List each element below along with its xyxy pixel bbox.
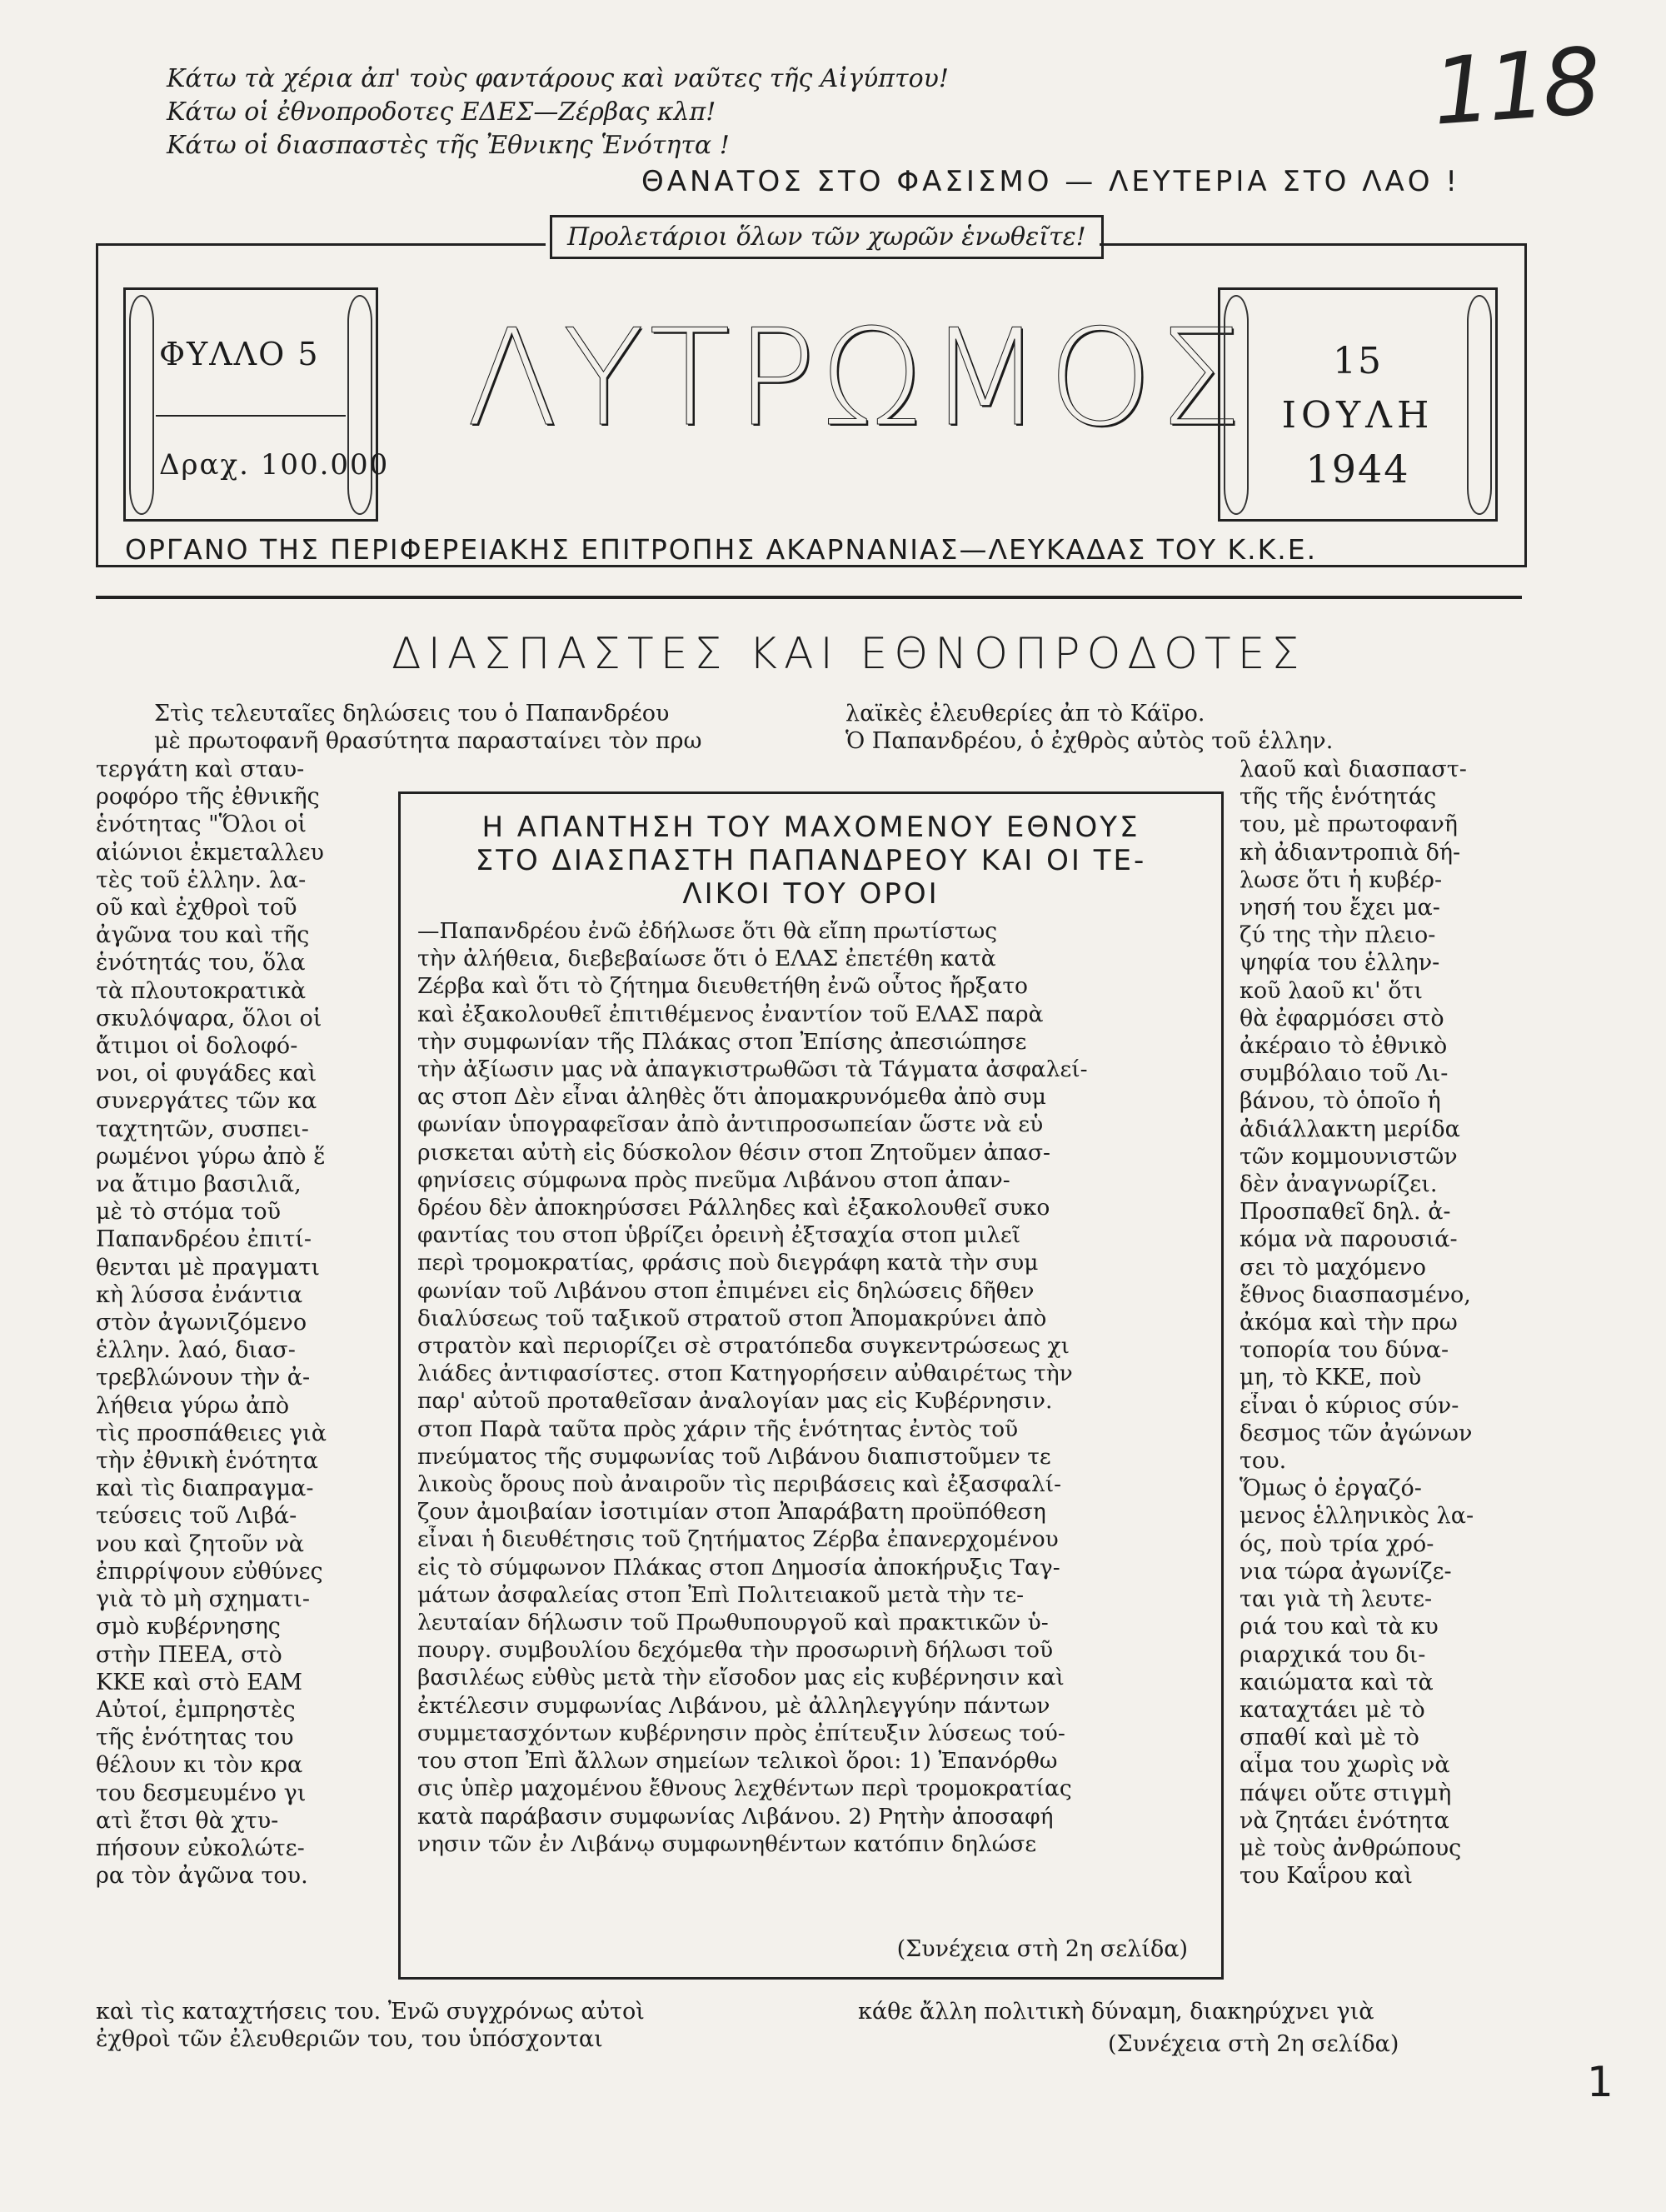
text-line: Ὁ Παπανδρέου, ὁ ἐχθρὸς αὐτὸς τοῦ ἑλλην. — [845, 728, 1334, 755]
boxed-article — [398, 791, 1224, 1980]
text-line: ταχτητῶν, συσπει- — [96, 1116, 309, 1142]
text-line: διαλύσεως τοῦ ταξικοῦ στρατοῦ στοπ Ἀπομακρύνει ἀπὸ — [417, 1305, 1047, 1331]
text-line: φηνίσεις σύμφωνα πρὸς πνεῦμα Λιβάνου στοπ ἀπαν- — [417, 1166, 1010, 1193]
text-line: ρισκεται αὐτὴ εἰς δύσκολον θέσιν στοπ Ζητοῦμεν ἀπασ- — [417, 1139, 1051, 1166]
text-line: ται γιὰ τὴ λευτε- — [1240, 1586, 1433, 1613]
text-line: τῶν κομμουνιστῶν — [1240, 1143, 1458, 1170]
text-line: λαοῦ καὶ διασπαστ- — [1240, 756, 1467, 782]
text-line: ἀγῶνα του καὶ τῆς — [96, 922, 310, 949]
text-line: Παπανδρέου ἐπιτί- — [96, 1226, 312, 1253]
text-line: θὰ ἐφαρμόσει στὸ — [1240, 1005, 1444, 1031]
text-line: τῆς τῆς ἑνότητάς — [1240, 784, 1437, 811]
text-line: μὲ τοὺς ἀνθρώπους — [1240, 1835, 1462, 1861]
text-line: του δεσμευμένο γι — [96, 1780, 307, 1806]
text-line: ἔθνος διασπασμένο, — [1240, 1281, 1471, 1308]
text-line: κατὰ παράβασιν συμφωνίας Λιβάνου. 2) Ρητὴν ἀποσαφή — [417, 1803, 1054, 1830]
text-line: μὲ πρωτοφανῆ θρασύτητα παρασταίνει τὸν πρω — [154, 728, 702, 755]
text-line: ας στοπ Δὲν εἶναι ἀληθὲς ὅτι ἀπομακρυνόμεθα ἀπὸ συμ — [417, 1084, 1047, 1111]
text-line: στρατὸν καὶ περιορίζει σὲ στρατόπεδα συγκεντρώσεως χι — [417, 1333, 1070, 1360]
text-line: δρέου δὲν ἀποκηρύσσει Ράλληδες καὶ ἐξακολουθεῖ συκο — [417, 1195, 1050, 1221]
text-line: λικοὺς ὅρους ποὺ ἀναιροῦν τὶς περιβάσεις καὶ ἐξασφαλί- — [417, 1471, 1062, 1498]
text-line: ἑνότητας "Ὅλοι οἱ — [96, 811, 307, 838]
text-line: νια τώρα ἀγωνίζε- — [1240, 1558, 1452, 1585]
text-line: Στὶς τελευταῖες δηλώσεις του ὁ Παπανδρέου — [154, 701, 670, 727]
text-line: τοπορία του δύνα- — [1240, 1337, 1449, 1364]
sheet-info-box — [123, 287, 390, 522]
motto: Προλετάριοι ὅλων τῶν χωρῶν ἑνωθεῖτε! — [550, 215, 1104, 259]
text-line: Προσπαθεῖ δηλ. ἀ- — [1240, 1199, 1451, 1226]
text-line: τὶς προσπάθειες γιὰ — [96, 1420, 327, 1446]
text-line: ἐπιρρίψουν εὐθύνες — [96, 1558, 323, 1585]
text-line: τὲς τοῦ ἑλλην. λα- — [96, 866, 307, 893]
text-line: καὶ τὶς καταχτήσεις του. Ἐνῶ συγχρόνως αὐτοὶ — [96, 1999, 645, 2025]
title-line: Η ΑΠΑΝΤΗΣΗ ΤΟΥ ΜΑΧΟΜΕΝΟΥ ΕΘΝΟΥΣ — [481, 811, 1140, 844]
text-line: ἀκέραιο τὸ ἐθνικὸ — [1240, 1033, 1448, 1060]
date-year: 1944 — [1305, 447, 1410, 492]
text-line: τὴν συμφωνίαν τῆς Πλάκας στοπ Ἐπίσης ἀπεσιώπησε — [417, 1028, 1027, 1055]
text-line: Ζέρβα καὶ ὅτι τὸ ζήτημα διευθετήθη ἐνῶ οὗτος ἤρξατο — [417, 973, 1028, 1000]
text-line: καὶ ἐξακολουθεῖ ἐπιτιθέμενος ἐναντίον τοῦ ΕΛΑΣ παρὰ — [417, 1001, 1044, 1027]
text-line: καταχτάει μὲ τὸ — [1240, 1696, 1425, 1723]
title-line: ΣΤΟ ΔΙΑΣΠΑΣΤΗ ΠΑΠΑΝΔΡΕΟΥ ΚΑΙ ΟΙ ΤΕ- — [475, 844, 1147, 877]
text-line: τὴν ἀλήθεια, διεβεβαίωσε ὅτι ὁ ΕΛΑΣ ἐπετέθη κατὰ — [417, 946, 996, 972]
text-line: πνεύματος τῆς συμφωνίας τοῦ Λιβάνου διαπιστοῦμεν τε — [417, 1443, 1051, 1470]
article-continued: (Συνέχεια στὴ 2η σελίδα) — [1108, 2031, 1399, 2057]
text-line: νὰ ζητάει ἑνότητα — [1240, 1807, 1449, 1834]
text-line: τρεβλώνουν τὴν ἀ- — [96, 1365, 311, 1391]
text-line: βασιλέως εὐθὺς μετὰ τὴν εἴσοδον μας εἰς κυβέρνησιν καὶ — [417, 1665, 1065, 1691]
text-line: ἐκτέλεσιν συμφωνίας Λιβάνου, μὲ ἀλληλεγγύην πάντων — [417, 1692, 1050, 1719]
text-line: νου καὶ ζητοῦν νὰ — [96, 1530, 305, 1557]
text-line: τῆς ἑνότητας του — [96, 1725, 294, 1751]
masthead-bottom-rule — [96, 596, 1522, 599]
masthead-top-rule-right — [1100, 243, 1524, 246]
text-line: νοι, οἱ φυγάδες καὶ — [96, 1061, 317, 1087]
intro-left — [154, 700, 804, 755]
text-line: ροφόρο τῆς ἐθνικῆς — [96, 784, 320, 811]
boxed-article-body — [417, 917, 1205, 1858]
text-line: νησή του ἔχει μα- — [1240, 895, 1440, 921]
text-line: εἰς τὸ σύμφωνον Πλάκας στοπ Δημοσία ἀποκήρυξις Ταγ- — [417, 1554, 1060, 1580]
date-day: 15 — [1333, 340, 1383, 382]
text-line: του Καΐρου καὶ — [1240, 1863, 1413, 1890]
text-line: κοῦ λαοῦ κι' ὅτι — [1240, 977, 1423, 1004]
text-line: κὴ λύσσα ἐνάντια — [96, 1281, 303, 1308]
left-ornament — [347, 295, 372, 515]
slogan-3: Κάτω οἱ διασπαστὲς τῆς Ἐθνικης Ἑνότητα ! — [167, 131, 730, 160]
text-line: μὲ τὸ στόμα τοῦ — [96, 1199, 281, 1226]
text-line: βάνου, τὸ ὁποῖο ἡ — [1240, 1088, 1441, 1115]
text-line: ός, ποὺ τρία χρό- — [1240, 1530, 1434, 1557]
left-ornament — [129, 295, 154, 515]
text-line: περὶ τρομοκρατίας, φράσις ποὺ διεγράφη κατὰ τὴν συμ — [417, 1250, 1039, 1276]
text-line: τεύσεις τοῦ Λιβά- — [96, 1503, 297, 1530]
text-line: αἷμα του χωρὶς νὰ — [1240, 1752, 1450, 1779]
text-line: τεργάτη καὶ σταυ- — [96, 756, 305, 782]
text-line: πάψει οὔτε στιγμὴ — [1240, 1780, 1452, 1806]
text-line: ρα τὸν ἀγῶνα του. — [96, 1863, 308, 1890]
text-line: ριά του καὶ τὰ κυ — [1240, 1614, 1439, 1640]
text-line: Αὐτοί, ἐμπρηστὲς — [96, 1696, 296, 1723]
intro-right — [845, 700, 1512, 755]
text-line: σμὸ κυβέρνησης — [96, 1614, 281, 1640]
text-line: στοπ Παρὰ ταῦτα πρὸς χάριν τῆς ἑνότητας ἐντὸς τοῦ — [417, 1416, 1019, 1442]
text-line: τὴν ἐθνικὴ ἑνότητα — [96, 1448, 318, 1475]
text-line: εἶναι ἡ διευθέτησις τοῦ ζητήματος Ζέρβα ἐπανερχομένου — [417, 1526, 1059, 1553]
text-line: ρωμένοι γύρω ἀπὸ ἕ — [96, 1143, 326, 1170]
text-line: εἶναι ὁ κύριος σύν- — [1240, 1392, 1459, 1419]
price: Δραχ. 100.000 — [159, 448, 390, 482]
text-line: σκυλόψαρα, ὅλοι οἱ — [96, 1005, 322, 1031]
right-column — [1240, 756, 1514, 1890]
page-mark: 1 — [1587, 2058, 1614, 2106]
text-line: ζουν ἀμοιβαίαν ἰσοτιμίαν στοπ Ἀπαράβατη προϋπόθεση — [417, 1499, 1046, 1525]
text-line: συμμετασχόντων κυβέρνησιν πρὸς ἐπίτευξιν λύσεως τού- — [417, 1720, 1065, 1746]
boxed-article-title — [401, 811, 1221, 911]
text-line: θέλουν κι τὸν κρα — [96, 1752, 303, 1779]
text-line: συνεργάτες τῶν κα — [96, 1088, 317, 1115]
text-line: τὴν ἀξίωσιν μας νὰ ἀπαγκιστρωθῶσι τὰ Τάγματα ἀσφαλεί- — [417, 1056, 1088, 1083]
text-line: του, μὲ πρωτοφανῆ — [1240, 811, 1458, 838]
text-line: δεσμος τῶν ἀγώνων — [1240, 1420, 1473, 1446]
slogan-1: Κάτω τὰ χέρια ἀπ' τοὺς φαντάρους καὶ ναῦτες τῆς Αἰγύπτου! — [167, 64, 949, 93]
masthead-top-rule-left — [96, 243, 546, 246]
text-line: λήθεια γύρω ἀπὸ — [96, 1392, 290, 1419]
text-line: λωσε ὅτι ἡ κυβέρ- — [1240, 866, 1443, 893]
closing-left — [96, 1998, 762, 2053]
text-line: πήσουν εὐκολώτε- — [96, 1835, 305, 1861]
text-line: ἄτιμοι οἱ δολοφό- — [96, 1033, 298, 1060]
text-line: σπαθί καὶ μὲ τὸ — [1240, 1725, 1419, 1751]
text-line: μη, τὸ ΚΚΕ, ποὺ — [1240, 1365, 1422, 1391]
text-line: σει τὸ μαχόμενο — [1240, 1254, 1426, 1281]
text-line: ἐχθροὶ τῶν ἐλευθεριῶν του, του ὑπόσχονται — [96, 2026, 603, 2053]
text-line: του. — [1240, 1448, 1287, 1475]
title-line: ΛΙΚΟΙ ΤΟΥ ΟΡΟΙ — [682, 877, 940, 911]
text-line: λαϊκὲς ἐλευθερίες ἀπ τὸ Κάϊρο. — [845, 701, 1205, 727]
left-column — [96, 756, 369, 1890]
text-line: νησιν τῶν ἐν Λιβάνῳ συμφωνηθέντων κατόπιν δηλώσε — [417, 1830, 1037, 1857]
text-line: —Παπανδρέου ἐνῶ ἐδήλωσε ὅτι θὰ εἴπη πρωτίστως — [417, 918, 998, 944]
text-line: κόμα νὰ παρουσιά- — [1240, 1226, 1458, 1253]
date-month: ΙΟΥΛΗ — [1281, 394, 1434, 437]
text-line: μάτων ἀσφαλείας στοπ Ἐπὶ Πολιτειακοῦ μετὰ τὴν τε- — [417, 1581, 1025, 1608]
closing-right — [858, 1998, 1524, 2025]
text-line: τὰ πλουτοκρατικὰ — [96, 977, 307, 1004]
text-line: ἀδιάλλακτη μερίδα — [1240, 1116, 1460, 1142]
text-line: μενος ἑλληνικὸς λα- — [1240, 1503, 1474, 1530]
text-line: καὶ τὶς διαπραγμα- — [96, 1475, 314, 1502]
text-line: κὴ ἀδιαντροπιὰ δή- — [1240, 839, 1461, 866]
text-line: συμβόλαιο τοῦ Λι- — [1240, 1061, 1449, 1087]
text-line: ἀκόμα καὶ τὴν πρω — [1240, 1310, 1458, 1336]
newspaper-title: ΛΥΤΡΩΜΟΣ — [466, 300, 1247, 456]
text-line: καιώματα καὶ τὰ — [1240, 1669, 1434, 1695]
date-box — [1218, 287, 1498, 522]
text-line: φαντίας του στοπ ὑβρίζει ὀρεινὴ ἐξτσαχία στοπ μιλεῖ — [417, 1222, 1021, 1249]
text-line: ἑλλην. λαό, διασ- — [96, 1337, 296, 1364]
text-line: ΚΚΕ καὶ στὸ ΕΑΜ — [96, 1669, 302, 1695]
text-line: θενται μὲ πραγματι — [96, 1254, 320, 1281]
divider — [156, 415, 346, 417]
slogan-2: Κάτω οἱ ἐθνοπροδοτες ΕΔΕΣ—Ζέρβας κλπ! — [167, 97, 716, 127]
text-line: ἑνότητάς του, ὅλα — [96, 950, 306, 976]
organ-subtitle: ΟΡΓΑΝΟ ΤΗΣ ΠΕΡΙΦΕΡΕΙΑΚΗΣ ΕΠΙΤΡΟΠΗΣ ΑΚΑΡΝΑΝΙΑΣ—ΛΕΥΚΑΔΑΣ ΤΟΥ Κ.Κ.Ε. — [125, 533, 1318, 566]
text-line: αἰώνιοι ἐκμεταλλευ — [96, 839, 324, 866]
text-line: κάθε ἄλλη πολιτικὴ δύναμη, διακηρύχνει γιὰ — [858, 1999, 1374, 2025]
text-line: πουργ. συμβουλίου δεχόμεθα τὴν προσωρινὴ δήλωσι τοῦ — [417, 1637, 1054, 1664]
text-line: παρ' αὐτοῦ προταθεῖσαν ἀναλογίαν μας εἰς Κυβέρνησιν. — [417, 1388, 1053, 1415]
text-line: δὲν ἀναγνωρίζει. — [1240, 1171, 1438, 1198]
text-line: στὴν ΠΕΕΑ, στὸ — [96, 1641, 282, 1668]
text-line: ριαρχικά του δι- — [1240, 1641, 1426, 1668]
text-line: οῦ καὶ ἐχθροὶ τοῦ — [96, 895, 297, 921]
text-line: σις ὑπὲρ μαχομένου ἔθνους λεχθέντων περὶ τρομοκρατίας — [417, 1775, 1072, 1802]
text-line: γιὰ τὸ μὴ σχηματι- — [96, 1586, 311, 1613]
text-line: φωνίαν ὑπογραφεῖσαν ἀπὸ ἀντιπροσωπείαν ὥστε νὰ εὑ — [417, 1111, 1044, 1138]
text-line: φωνίαν τοῦ Λιβάνου στοπ ἐπιμένει εἰς δηλώσεις δῆθεν — [417, 1277, 1035, 1304]
big-slogan: ΘΑΝΑΤΟΣ ΣΤΟ ΦΑΣΙΣΜΟ — ΛΕΥΤΕΡΙΑ ΣΤΟ ΛΑΟ ! — [641, 165, 1460, 198]
article-headline: ΔΙΑΣΠΑΣΤΕΣ ΚΑΙ ΕΘΝΟΠΡΟΔΟΤΕΣ — [392, 629, 1306, 679]
text-line: ζύ της τὴν πλειο- — [1240, 922, 1436, 949]
text-line: ατὶ ἔτσι θὰ χτυ- — [96, 1807, 279, 1834]
text-line: λιάδες ἀντιφασίστες. στοπ Κατηγορήσειν αὐθαιρέτως τὴν — [417, 1361, 1073, 1387]
text-line: Ὅμως ὁ ἐργαζό- — [1240, 1475, 1422, 1502]
text-line: λευταίαν δήλωσιν τοῦ Πρωθυπουργοῦ καὶ πρακτικῶν ὑ- — [417, 1610, 1049, 1636]
text-line: ψηφία του ἑλλην- — [1240, 950, 1440, 976]
text-line: στὸν ἀγωνιζόμενο — [96, 1310, 307, 1336]
text-line: να ἄτιμο βασιλιᾶ, — [96, 1171, 302, 1198]
handwritten-archive-number: 118 — [1429, 27, 1602, 146]
sheet-number: ΦΥΛΛΟ 5 — [159, 336, 320, 372]
text-line: του στοπ Ἐπὶ ἄλλων σημείων τελικοὶ ὅροι: 1) Ἐπανόρθω — [417, 1748, 1058, 1775]
boxed-article-continued: (Συνέχεια στὴ 2η σελίδα) — [896, 1936, 1188, 1962]
